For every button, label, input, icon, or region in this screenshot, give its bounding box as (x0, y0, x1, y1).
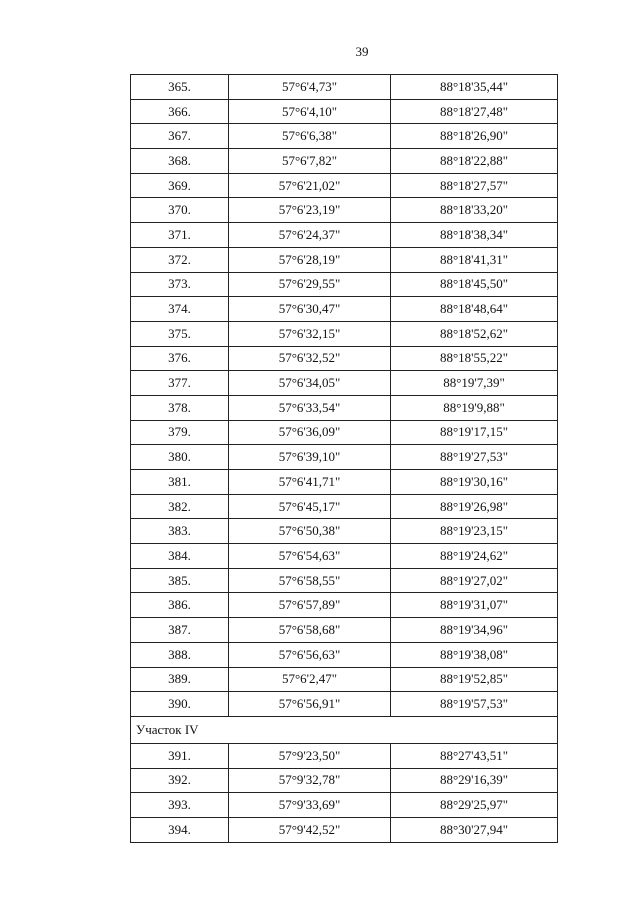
coordinates-table-body (131, 75, 558, 843)
longitude-cell: 88°19'31,07" (391, 593, 558, 618)
latitude-cell: 57°6'41,71" (229, 470, 391, 495)
table-row (131, 817, 558, 842)
longitude-cell: 88°19'9,88" (391, 395, 558, 420)
point-number-cell: 393. (131, 793, 229, 818)
point-number-cell: 377. (131, 371, 229, 396)
point-number-cell: 370. (131, 198, 229, 223)
point-number-cell: 381. (131, 470, 229, 495)
point-number-cell: 388. (131, 642, 229, 667)
point-number-cell: 376. (131, 346, 229, 371)
longitude-cell: 88°19'34,96" (391, 618, 558, 643)
latitude-cell: 57°6'57,89" (229, 593, 391, 618)
point-number-cell: 387. (131, 618, 229, 643)
longitude-cell: 88°18'45,50" (391, 272, 558, 297)
latitude-cell: 57°9'32,78" (229, 768, 391, 793)
table-row (131, 544, 558, 569)
latitude-cell: 57°6'4,73" (229, 75, 391, 100)
longitude-cell: 88°19'27,02" (391, 568, 558, 593)
table-row (131, 346, 558, 371)
table-row (131, 371, 558, 396)
longitude-cell: 88°30'27,94" (391, 817, 558, 842)
table-row (131, 568, 558, 593)
point-number-cell: 372. (131, 247, 229, 272)
latitude-cell: 57°6'28,19" (229, 247, 391, 272)
latitude-cell: 57°6'6,38" (229, 124, 391, 149)
longitude-cell: 88°19'17,15" (391, 420, 558, 445)
longitude-cell: 88°18'48,64" (391, 297, 558, 322)
latitude-cell: 57°6'50,38" (229, 519, 391, 544)
section-label: Участок IV (131, 716, 558, 743)
longitude-cell: 88°18'55,22" (391, 346, 558, 371)
latitude-cell: 57°6'39,10" (229, 445, 391, 470)
table-row (131, 75, 558, 100)
longitude-cell: 88°19'24,62" (391, 544, 558, 569)
point-number-cell: 394. (131, 817, 229, 842)
longitude-cell: 88°18'26,90" (391, 124, 558, 149)
table-row (131, 395, 558, 420)
longitude-cell: 88°19'57,53" (391, 692, 558, 717)
table-row (131, 519, 558, 544)
latitude-cell: 57°6'23,19" (229, 198, 391, 223)
latitude-cell: 57°6'32,15" (229, 321, 391, 346)
point-number-cell: 386. (131, 593, 229, 618)
table-row (131, 297, 558, 322)
section-header-row (131, 716, 558, 743)
longitude-cell: 88°19'52,85" (391, 667, 558, 692)
latitude-cell: 57°6'58,68" (229, 618, 391, 643)
longitude-cell: 88°18'33,20" (391, 198, 558, 223)
table-row (131, 743, 558, 768)
latitude-cell: 57°6'58,55" (229, 568, 391, 593)
latitude-cell: 57°6'21,02" (229, 173, 391, 198)
table-row (131, 272, 558, 297)
longitude-cell: 88°29'25,97" (391, 793, 558, 818)
latitude-cell: 57°9'42,52" (229, 817, 391, 842)
point-number-cell: 374. (131, 297, 229, 322)
table-row (131, 247, 558, 272)
point-number-cell: 384. (131, 544, 229, 569)
table-row (131, 667, 558, 692)
longitude-cell: 88°19'27,53" (391, 445, 558, 470)
point-number-cell: 391. (131, 743, 229, 768)
table-row (131, 470, 558, 495)
point-number-cell: 367. (131, 124, 229, 149)
point-number-cell: 378. (131, 395, 229, 420)
longitude-cell: 88°19'23,15" (391, 519, 558, 544)
table-row (131, 198, 558, 223)
longitude-cell: 88°18'27,48" (391, 99, 558, 124)
longitude-cell: 88°18'38,34" (391, 223, 558, 248)
table-row (131, 793, 558, 818)
point-number-cell: 368. (131, 149, 229, 174)
latitude-cell: 57°6'30,47" (229, 297, 391, 322)
latitude-cell: 57°6'45,17" (229, 494, 391, 519)
latitude-cell: 57°6'24,37" (229, 223, 391, 248)
point-number-cell: 390. (131, 692, 229, 717)
latitude-cell: 57°6'54,63" (229, 544, 391, 569)
point-number-cell: 373. (131, 272, 229, 297)
point-number-cell: 392. (131, 768, 229, 793)
latitude-cell: 57°9'33,69" (229, 793, 391, 818)
latitude-cell: 57°9'23,50" (229, 743, 391, 768)
latitude-cell: 57°6'29,55" (229, 272, 391, 297)
latitude-cell: 57°6'2,47" (229, 667, 391, 692)
latitude-cell: 57°6'33,54" (229, 395, 391, 420)
latitude-cell: 57°6'32,52" (229, 346, 391, 371)
table-row (131, 223, 558, 248)
point-number-cell: 366. (131, 99, 229, 124)
longitude-cell: 88°18'41,31" (391, 247, 558, 272)
table-row (131, 618, 558, 643)
longitude-cell: 88°27'43,51" (391, 743, 558, 768)
table-row (131, 768, 558, 793)
point-number-cell: 382. (131, 494, 229, 519)
table-row (131, 321, 558, 346)
latitude-cell: 57°6'56,63" (229, 642, 391, 667)
longitude-cell: 88°18'35,44" (391, 75, 558, 100)
table-row (131, 149, 558, 174)
latitude-cell: 57°6'36,09" (229, 420, 391, 445)
longitude-cell: 88°29'16,39" (391, 768, 558, 793)
table-row (131, 99, 558, 124)
longitude-cell: 88°19'30,16" (391, 470, 558, 495)
point-number-cell: 385. (131, 568, 229, 593)
point-number-cell: 369. (131, 173, 229, 198)
table-row (131, 692, 558, 717)
point-number-cell: 365. (131, 75, 229, 100)
table-row (131, 642, 558, 667)
table-row (131, 593, 558, 618)
page-number: 39 (355, 44, 369, 59)
table-row (131, 173, 558, 198)
longitude-cell: 88°19'26,98" (391, 494, 558, 519)
point-number-cell: 389. (131, 667, 229, 692)
point-number-cell: 379. (131, 420, 229, 445)
table-row (131, 420, 558, 445)
longitude-cell: 88°19'7,39" (391, 371, 558, 396)
point-number-cell: 380. (131, 445, 229, 470)
latitude-cell: 57°6'34,05" (229, 371, 391, 396)
longitude-cell: 88°19'38,08" (391, 642, 558, 667)
longitude-cell: 88°18'27,57" (391, 173, 558, 198)
table-row (131, 445, 558, 470)
coordinates-table (130, 74, 558, 843)
longitude-cell: 88°18'22,88" (391, 149, 558, 174)
latitude-cell: 57°6'4,10" (229, 99, 391, 124)
longitude-cell: 88°18'52,62" (391, 321, 558, 346)
point-number-cell: 371. (131, 223, 229, 248)
point-number-cell: 383. (131, 519, 229, 544)
latitude-cell: 57°6'56,91" (229, 692, 391, 717)
table-row (131, 124, 558, 149)
latitude-cell: 57°6'7,82" (229, 149, 391, 174)
point-number-cell: 375. (131, 321, 229, 346)
table-row (131, 494, 558, 519)
